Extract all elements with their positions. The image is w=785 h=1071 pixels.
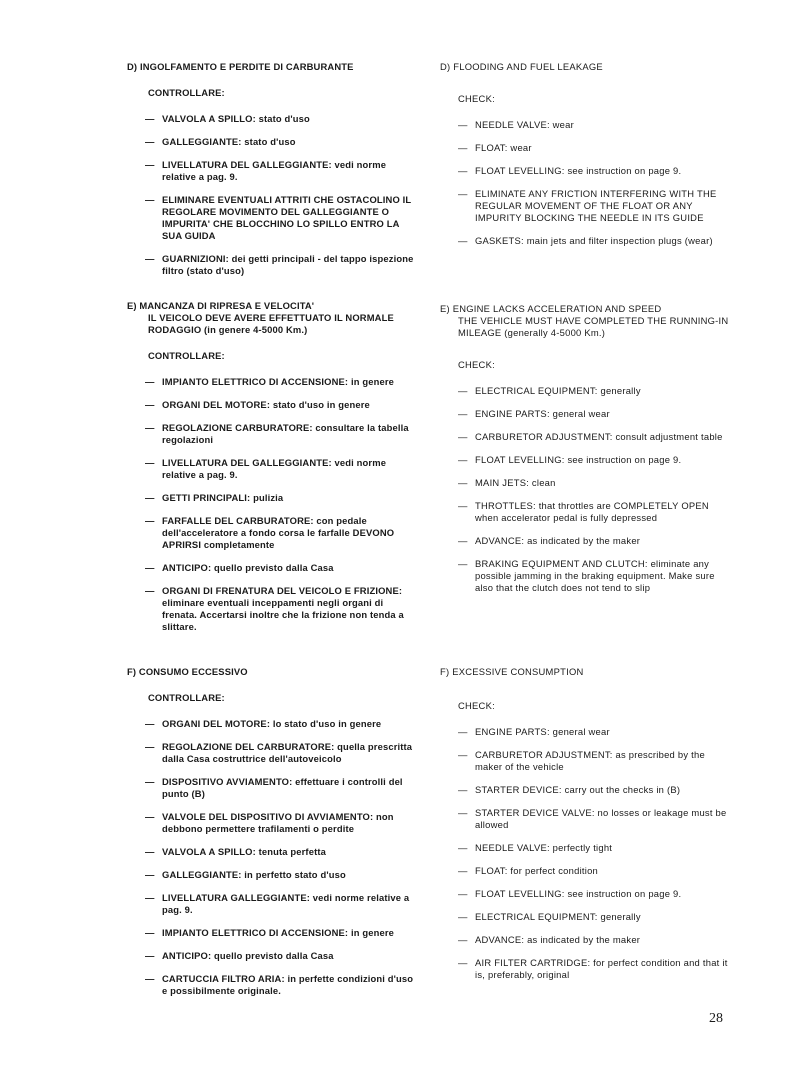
section-title: F) CONSUMO ECCESSIVO: [127, 666, 248, 677]
dash: —: [458, 911, 468, 922]
dash: —: [458, 165, 468, 176]
dash: —: [145, 585, 155, 596]
section-d-italian: [127, 61, 417, 288]
dash: —: [458, 888, 468, 899]
list-item-text: BRAKING EQUIPMENT AND CLUTCH: eliminate any possible jamming in the braking equipment. Make sure also that the clutch does not tend to slip: [475, 558, 715, 593]
list-item-text: FLOAT LEVELLING: see instruction on page 9.: [475, 454, 682, 465]
list-item-text: MAIN JETS: clean: [475, 477, 556, 488]
dash: —: [458, 385, 468, 396]
list-item: [437, 865, 730, 877]
dash: —: [458, 749, 468, 760]
list-item: [124, 585, 417, 633]
list-item: [437, 558, 730, 594]
list-item: [437, 408, 730, 420]
dash: —: [145, 515, 155, 526]
check-label: CHECK:: [458, 359, 495, 370]
list-item-text: LIVELLATURA GALLEGGIANTE: vedi norme relative a pag. 9.: [162, 892, 410, 915]
list-item-text: GASKETS: main jets and filter inspection plugs (wear): [475, 235, 713, 246]
list-item-text: REGOLAZIONE CARBURATORE: consultare la tabella regolazioni: [162, 422, 409, 445]
dash: —: [145, 892, 155, 903]
list-item-text: ANTICIPO: quello previsto dalla Casa: [162, 562, 334, 573]
list-item-text: IMPIANTO ELETTRICO DI ACCENSIONE: in genere: [162, 927, 394, 938]
dash: —: [458, 807, 468, 818]
check-label: CHECK:: [458, 93, 495, 104]
list-item: [437, 726, 730, 738]
list-item: [437, 431, 730, 443]
list-item: [437, 119, 730, 131]
check-label: CONTROLLARE:: [148, 87, 225, 98]
dash: —: [145, 718, 155, 729]
list-item-text: ELECTRICAL EQUIPMENT: generally: [475, 385, 641, 396]
list-item-text: LIVELLATURA DEL GALLEGGIANTE: vedi norme relative a pag. 9.: [162, 159, 387, 182]
dash: —: [145, 136, 155, 147]
dash: —: [458, 188, 468, 199]
list-item-text: NEEDLE VALVE: wear: [475, 119, 574, 130]
list-item-text: VALVOLA A SPILLO: tenuta perfetta: [162, 846, 326, 857]
section-subtitle: IL VEICOLO DEVE AVERE EFFETTUATO IL NORMALE RODAGGIO (in genere 4-5000 Km.): [148, 312, 394, 335]
dash: —: [458, 477, 468, 488]
list-item-text: ELIMINARE EVENTUALI ATTRITI CHE OSTACOLINO IL REGOLARE MOVIMENTO DEL GALLEGGIANTE O IMPURITA' CHE BLOCCHINO LO SPILLO ENTRO LA SUA GUIDA: [162, 194, 412, 241]
dash: —: [458, 784, 468, 795]
dash: —: [458, 431, 468, 442]
dash: —: [458, 119, 468, 130]
list-item: [437, 385, 730, 397]
list-item-text: CARTUCCIA FILTRO ARIA: in perfette condizioni d'uso e possibilmente originale.: [162, 973, 414, 996]
list-item: [124, 399, 417, 411]
list-item: [124, 846, 417, 858]
dash: —: [145, 846, 155, 857]
list-item: [124, 869, 417, 881]
dash: —: [458, 842, 468, 853]
list-item: [124, 515, 417, 551]
dash: —: [145, 194, 155, 205]
list-item: [124, 136, 417, 148]
section-title: E) ENGINE LACKS ACCELERATION AND SPEED: [440, 303, 662, 314]
list-item: [124, 159, 417, 183]
dash: —: [458, 957, 468, 968]
dash: —: [145, 562, 155, 573]
list-item: [437, 842, 730, 854]
section-title: D) FLOODING AND FUEL LEAKAGE: [440, 61, 603, 72]
dash: —: [458, 535, 468, 546]
list-item-text: VALVOLE DEL DISPOSITIVO DI AVVIAMENTO: non debbono permettere trafilamenti o perdite: [162, 811, 394, 834]
list-item: [437, 784, 730, 796]
section-title: F) EXCESSIVE CONSUMPTION: [440, 666, 584, 677]
list-item: [124, 718, 417, 730]
list-item-text: ADVANCE: as indicated by the maker: [475, 535, 641, 546]
dash: —: [458, 142, 468, 153]
list-item: [124, 253, 417, 277]
list-item-text: GETTI PRINCIPALI: pulizia: [162, 492, 284, 503]
dash: —: [458, 500, 468, 511]
list-item-text: ELIMINATE ANY FRICTION INTERFERING WITH THE REGULAR MOVEMENT OF THE FLOAT OR ANY IMPURITY BLOCKING THE NEEDLE IN ITS GUIDE: [475, 188, 717, 223]
list-item-text: REGOLAZIONE DEL CARBURATORE: quella prescritta dalla Casa costruttrice dell'autoveicolo: [162, 741, 413, 764]
dash: —: [145, 811, 155, 822]
section-f-italian: [127, 666, 417, 1008]
list-item: [124, 892, 417, 916]
list-item: [437, 477, 730, 489]
list-item-text: GALLEGGIANTE: in perfetto stato d'uso: [162, 869, 346, 880]
list-item: [437, 235, 730, 247]
dash: —: [145, 741, 155, 752]
list-item-text: ELECTRICAL EQUIPMENT: generally: [475, 911, 641, 922]
list-item-text: CARBURETOR ADJUSTMENT: as prescribed by the maker of the vehicle: [475, 749, 705, 772]
list-item-text: GUARNIZIONI: dei getti principali - del tappo ispezione filtro (stato d'uso): [162, 253, 414, 276]
list-item: [124, 950, 417, 962]
list-item: [437, 142, 730, 154]
list-item: [437, 911, 730, 923]
dash: —: [145, 399, 155, 410]
list-item: [437, 165, 730, 177]
page-number: 28: [709, 1011, 723, 1026]
list-item: [437, 500, 730, 524]
list-item-text: LIVELLATURA DEL GALLEGGIANTE: vedi norme relative a pag. 9.: [162, 457, 387, 480]
dash: —: [458, 865, 468, 876]
list-item-text: NEEDLE VALVE: perfectly tight: [475, 842, 613, 853]
dash: —: [145, 376, 155, 387]
list-item-text: ADVANCE: as indicated by the maker: [475, 934, 641, 945]
list-item: [124, 927, 417, 939]
dash: —: [458, 408, 468, 419]
list-item-text: ORGANI DEL MOTORE: lo stato d'uso in genere: [162, 718, 382, 729]
list-item: [437, 934, 730, 946]
list-item-text: FLOAT: for perfect condition: [475, 865, 599, 876]
list-item-text: STARTER DEVICE: carry out the checks in (B): [475, 784, 681, 795]
list-item: [124, 113, 417, 125]
check-label: CONTROLLARE:: [148, 692, 225, 703]
list-item: [124, 973, 417, 997]
list-item-text: FLOAT: wear: [475, 142, 532, 153]
list-item: [124, 457, 417, 481]
list-item-text: ORGANI DI FRENATURA DEL VEICOLO E FRIZIONE: eliminare eventuali inceppamenti negli organi di frenata. Accertarsi inoltre che la frizione non tenda a slittare.: [162, 585, 404, 632]
section-f-english: [440, 666, 730, 992]
list-item: [437, 807, 730, 831]
list-item: [124, 562, 417, 574]
list-item: [124, 376, 417, 388]
section-subtitle: THE VEHICLE MUST HAVE COMPLETED THE RUNNING-IN MILEAGE (generally 4-5000 Km.): [458, 315, 729, 338]
list-item: [124, 776, 417, 800]
dash: —: [458, 934, 468, 945]
section-title: E) MANCANZA DI RIPRESA E VELOCITA': [127, 300, 315, 311]
list-item-text: ENGINE PARTS: general wear: [475, 408, 610, 419]
list-item-text: VALVOLA A SPILLO: stato d'uso: [162, 113, 310, 124]
list-item-text: FLOAT LEVELLING: see instruction on page 9.: [475, 165, 682, 176]
list-item: [124, 194, 417, 242]
list-item: [437, 957, 730, 981]
list-item-text: CARBURETOR ADJUSTMENT: consult adjustment table: [475, 431, 723, 442]
dash: —: [145, 113, 155, 124]
list-item: [437, 535, 730, 547]
list-item: [124, 811, 417, 835]
list-item-text: FARFALLE DEL CARBURATORE: con pedale dell'acceleratore a fondo corsa le farfalle DEVONO APRIRSI completamente: [162, 515, 395, 550]
dash: —: [458, 558, 468, 569]
dash: —: [145, 492, 155, 503]
list-item-text: FLOAT LEVELLING: see instruction on page 9.: [475, 888, 682, 899]
dash: —: [145, 927, 155, 938]
list-item-text: GALLEGGIANTE: stato d'uso: [162, 136, 296, 147]
list-item-text: THROTTLES: that throttles are COMPLETELY OPEN when accelerator pedal is fully depressed: [475, 500, 709, 523]
list-item-text: AIR FILTER CARTRIDGE: for perfect condition and that it is, preferably, original: [475, 957, 728, 980]
list-item: [437, 454, 730, 466]
list-item: [437, 749, 730, 773]
list-item-text: ENGINE PARTS: general wear: [475, 726, 610, 737]
check-label: CHECK:: [458, 700, 495, 711]
list-item-text: ORGANI DEL MOTORE: stato d'uso in genere: [162, 399, 370, 410]
section-d-english: [440, 61, 730, 258]
dash: —: [145, 457, 155, 468]
dash: —: [458, 454, 468, 465]
check-label: CONTROLLARE:: [148, 350, 225, 361]
list-item: [124, 741, 417, 765]
dash: —: [458, 726, 468, 737]
dash: —: [458, 235, 468, 246]
list-item-text: DISPOSITIVO AVVIAMENTO: effettuare i controlli del punto (B): [162, 776, 403, 799]
list-item: [124, 492, 417, 504]
dash: —: [145, 776, 155, 787]
list-item-text: ANTICIPO: quello previsto dalla Casa: [162, 950, 334, 961]
section-e-english: [440, 303, 730, 605]
list-item-text: STARTER DEVICE VALVE: no losses or leakage must be allowed: [475, 807, 727, 830]
section-title: D) INGOLFAMENTO E PERDITE DI CARBURANTE: [127, 61, 354, 72]
section-e-italian: [127, 300, 417, 644]
dash: —: [145, 253, 155, 264]
list-item: [124, 422, 417, 446]
dash: —: [145, 159, 155, 170]
list-item-text: IMPIANTO ELETTRICO DI ACCENSIONE: in genere: [162, 376, 394, 387]
dash: —: [145, 869, 155, 880]
list-item: [437, 888, 730, 900]
dash: —: [145, 950, 155, 961]
dash: —: [145, 422, 155, 433]
dash: —: [145, 973, 155, 984]
list-item: [437, 188, 730, 224]
